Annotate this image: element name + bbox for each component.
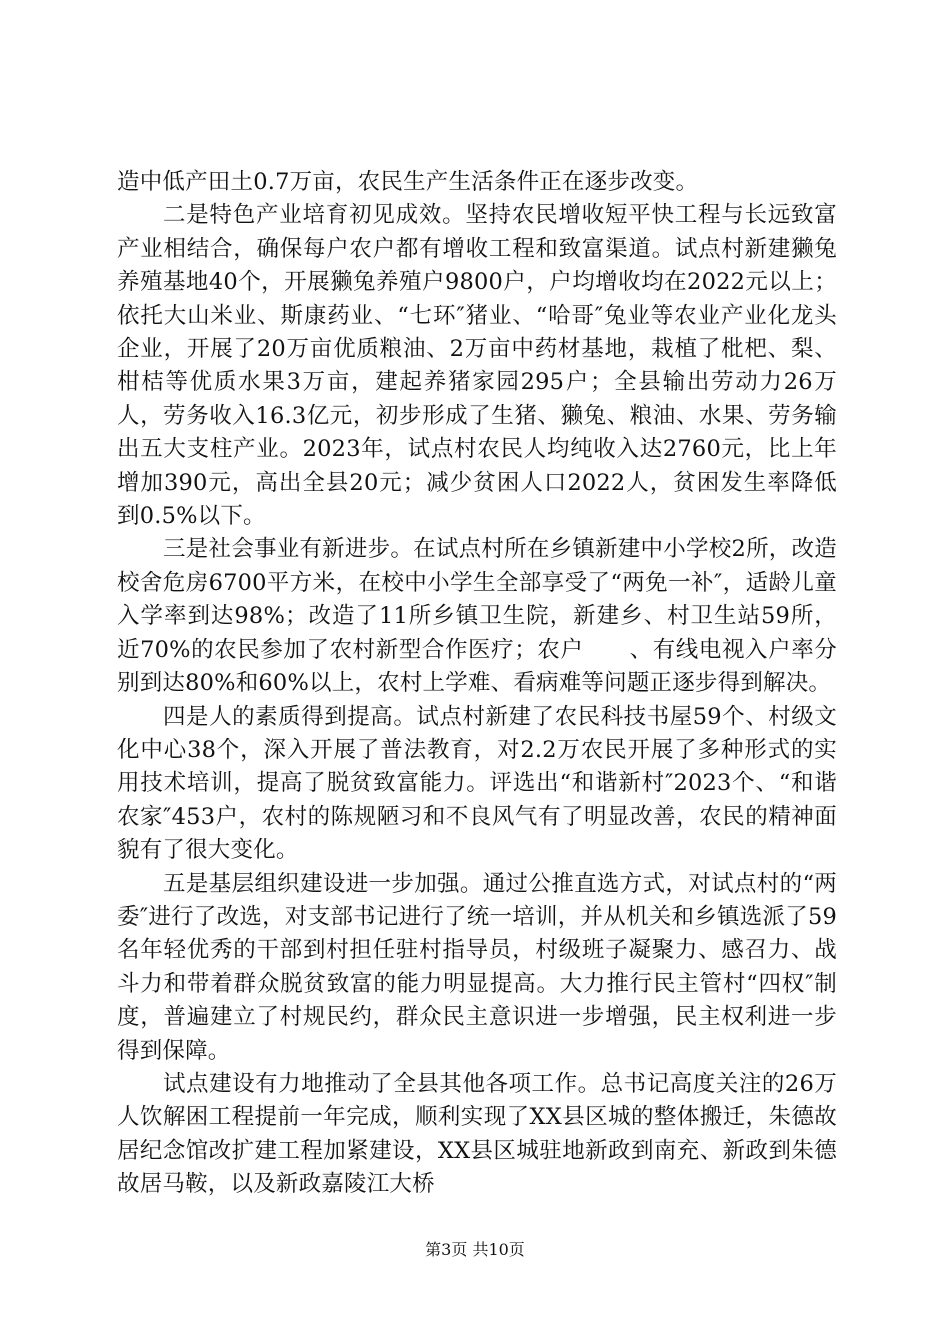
paragraph-pilot-impact: 试点建设有力地推动了全县其他各项工作。总书记高度关注的26万人饮解困工程提前一年完成，顺利实现了XX县区城的整体搬迁，朱德故居纪念馆改扩建工程加紧建设，XX县区城驻地新政到南充、新政到朱德故居马鞍，以及新政嘉陵江大桥 — [117, 1070, 837, 1198]
paragraph-continuation: 造中低产田土0.7万亩，农民生产生活条件正在逐步改变。 — [117, 169, 699, 195]
document-body — [117, 166, 837, 1202]
paragraph-personal-quality: 四是人的素质得到提高。试点村新建了农民科技书屋59个、村级文化中心38个，深入开展了普法教育，对2.2万农民开展了多种形式的实用技术培训，提高了脱贫致富能力。评选出“和谐新村″2023个、“和谐农家″453户，农村的陈规陋习和不良风气有了明显改善，农民的精神面貌有了很大变化。 — [117, 703, 837, 864]
page-number-footer: 第3页 共10页 — [425, 1240, 525, 1259]
paragraph-grassroots-organization: 五是基层组织建设进一步加强。通过公推直选方式，对试点村的“两委″进行了改选，对支部书记进行了统一培训，并从机关和乡镇选派了59名年轻优秀的干部到村担任驻村指导员，村级班子凝聚力、感召力、战斗力和带着群众脱贫致富的能力明显提高。大力推行民主管村“四权″制度，普遍建立了村规民约，群众民主意识进一步增强，民主权利进一步得到保障。 — [117, 870, 837, 1064]
paragraph-featured-industries: 二是特色产业培育初见成效。坚持农民增收短平快工程与长远致富产业相结合，确保每户农户都有增收工程和致富渠道。试点村新建獭兔养殖基地40个，开展獭兔养殖户9800户，户均增收均在2022元以上；依托大山米业、斯康药业、“七环″猪业、“哈哥″兔业等农业产业化龙头企业，开展了20万亩优质粮油、2万亩中药材基地，栽植了枇杷、梨、柑桔等优质水果3万亩，建起养猪家园295户；全县输出劳动力26万人，劳务收入16.3亿元，初步形成了生猪、獭兔、粮油、水果、劳务输出五大支柱产业。2023年，试点村农民人均纯收入达2760元，比上年增加390元，高出全县20元；减少贫困人口2022人，贫困发生率降低到0.5%以下。 — [117, 202, 837, 530]
paragraph-social-progress: 三是社会事业有新进步。在试点村所在乡镇新建中小学校2所，改造校舍危房6700平方米，在校中小学生全部享受了“两免一补″，适龄儿童入学率到达98%；改造了11所乡镇卫生院，新建乡、村卫生站59所，近70%的农民参加了农村新型合作医疗；农户 、有线电视入户率分别到达80%和60%以上，农村上学难、看病难等问题正逐步得到解决。 — [117, 536, 837, 697]
